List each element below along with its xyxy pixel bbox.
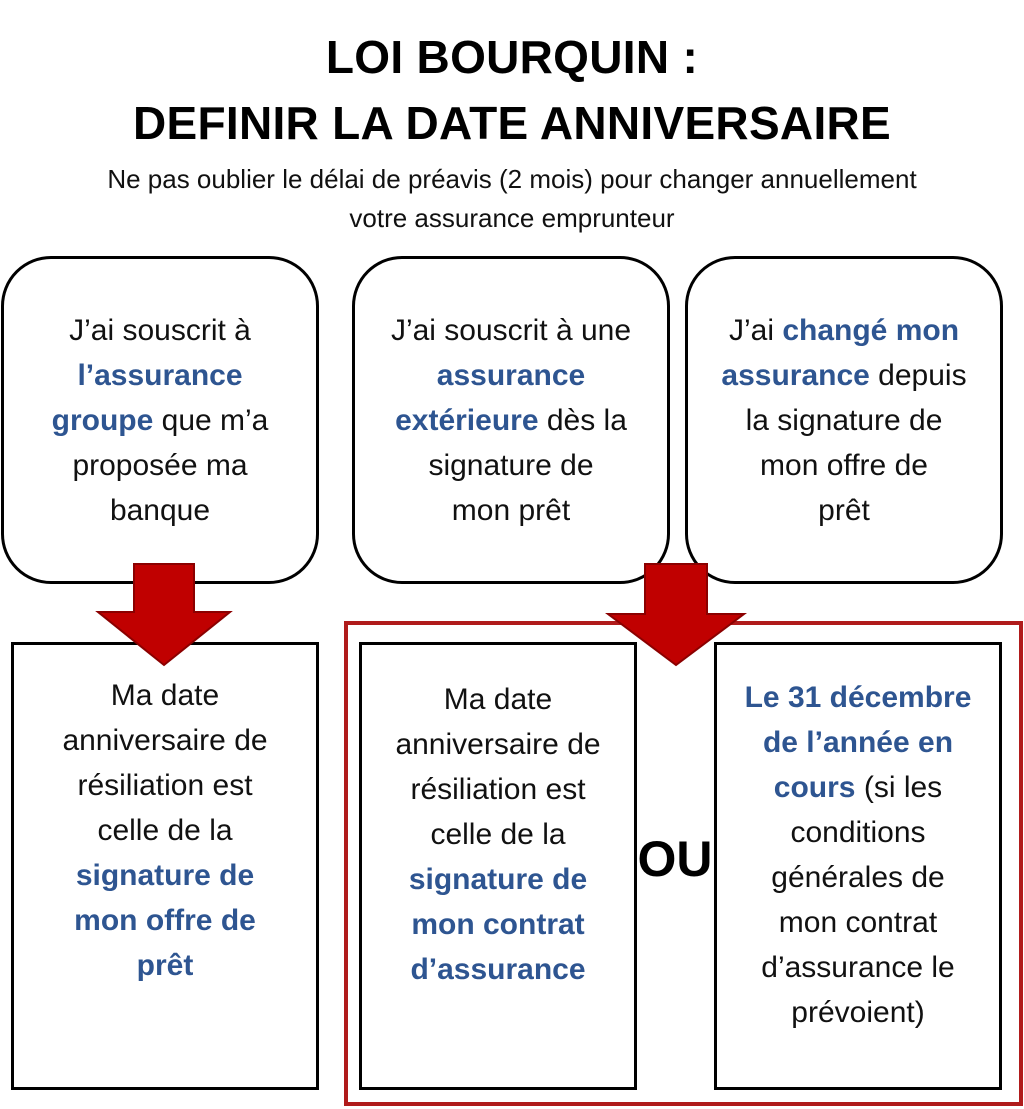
text-line: Ma date [110, 679, 220, 712]
result-box-signature-offre [11, 642, 319, 1090]
text-line: J’ai souscrit à [69, 313, 251, 347]
highlight-text: signature de [75, 859, 255, 892]
highlight-text: cours [773, 771, 856, 804]
text-line [721, 353, 966, 398]
text-fragment: que m’a [153, 403, 269, 437]
text-line: prévoient) [791, 996, 925, 1029]
text-fragment: depuis [869, 358, 967, 392]
highlight-text: prêt [136, 949, 194, 982]
text-fragment: (si les [855, 771, 943, 804]
text-line: d’assurance le [761, 951, 955, 984]
subtitle-line-2: votre assurance emprunteur [349, 203, 675, 233]
text-line: proposée ma [72, 448, 248, 482]
result-box-signature-contrat [359, 642, 637, 1090]
text-line: Ma date [443, 683, 553, 716]
highlight-text: l’assurance [77, 358, 243, 392]
highlight-text: signature de [408, 863, 588, 896]
highlight-text: extérieure [395, 403, 539, 437]
text-line: générales de [771, 861, 945, 894]
text-line: prêt [818, 493, 870, 527]
text-fragment: J’ai [728, 313, 783, 347]
text-fragment: dès la [538, 403, 627, 437]
text-line: mon contrat [778, 906, 938, 939]
highlight-text: assurance [721, 358, 870, 392]
text-line: la signature de [745, 403, 943, 437]
text-line: banque [109, 493, 211, 527]
subtitle-line-1: Ne pas oublier le délai de préavis (2 mois) pour changer annuellement [107, 164, 917, 194]
page-title-line-1: LOI BOURQUIN : [325, 31, 699, 83]
situation-box-assurance-groupe [1, 256, 319, 584]
text-line: signature de [428, 448, 594, 482]
down-arrow-icon [604, 562, 748, 668]
result-box-31-decembre [714, 642, 1002, 1090]
highlight-text: de l’année en [762, 726, 954, 759]
text-line: mon prêt [451, 493, 571, 527]
text-line: anniversaire de [62, 724, 268, 757]
text-line: résiliation est [410, 773, 586, 806]
highlight-text: mon offre de [74, 904, 256, 937]
highlight-text: groupe [51, 403, 154, 437]
text-line: mon offre de [760, 448, 928, 482]
page-title-line-2: DEFINIR LA DATE ANNIVERSAIRE [132, 97, 892, 149]
highlight-text: changé mon [782, 313, 960, 347]
text-line [52, 398, 269, 443]
situation-box-assurance-changee [685, 256, 1003, 584]
text-line [729, 308, 959, 353]
highlight-text: d’assurance [410, 953, 586, 986]
text-line [774, 765, 942, 810]
situation-box-assurance-exterieure [352, 256, 670, 584]
or-separator: OU [637, 831, 713, 887]
highlight-text: Le 31 décembre [744, 681, 972, 714]
highlight-text: assurance [436, 358, 586, 392]
text-line: celle de la [430, 818, 566, 851]
text-line: conditions [790, 816, 926, 849]
down-arrow-icon [94, 562, 234, 668]
text-line: résiliation est [77, 769, 253, 802]
text-line: celle de la [97, 814, 233, 847]
text-line: J’ai souscrit à une [390, 313, 632, 347]
highlight-text: mon contrat [411, 908, 585, 941]
text-line: anniversaire de [395, 728, 601, 761]
text-line [395, 398, 627, 443]
